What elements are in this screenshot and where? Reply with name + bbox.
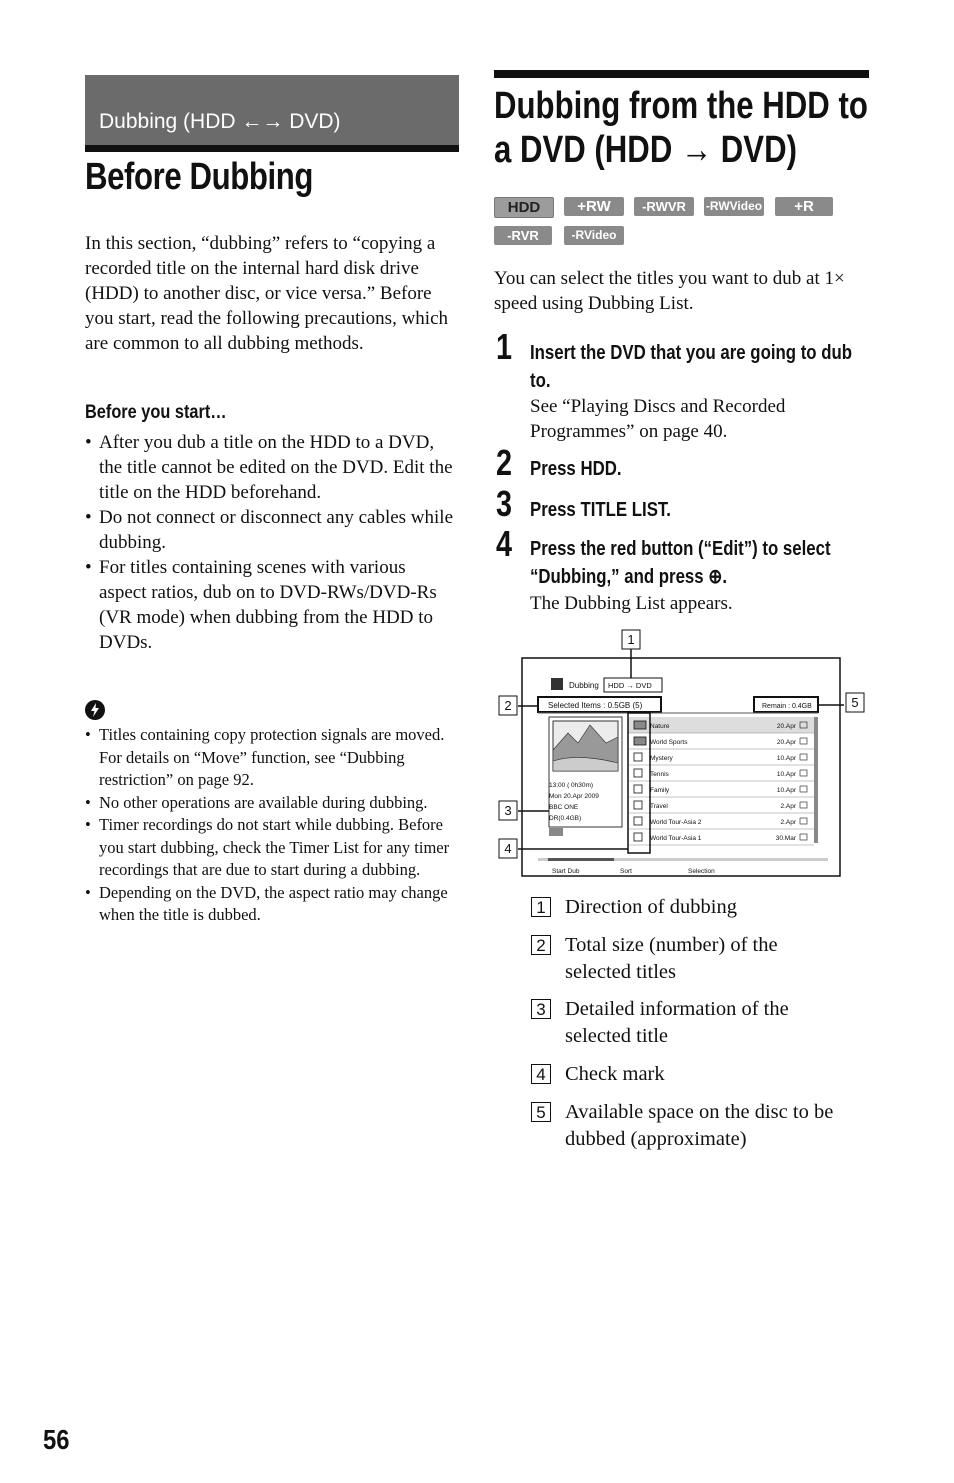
check-mark-icon xyxy=(634,785,642,793)
note-item: • No other operations are available during dubbing. xyxy=(85,792,455,815)
before-you-start-heading: Before you start… xyxy=(85,402,227,423)
badge-minus-rw-vr: -RWVR xyxy=(634,197,694,216)
precaution-item: • After you dub a title on the HDD to a DVD, the title cannot be edited on the DVD. Edit the title on the HDD beforehand. xyxy=(85,430,457,505)
precaution-list xyxy=(85,430,457,655)
section-header-label: Dubbing (HDD ←→ DVD) xyxy=(99,110,341,133)
info-time: 13:00 ( 0h30m) xyxy=(549,782,594,789)
screen-selected-items: Selected Items : 0.5GB (5) xyxy=(548,701,643,710)
step-instruction: Press TITLE LIST. xyxy=(530,499,671,521)
check-mark-icon xyxy=(634,833,642,841)
right-intro: You can select the titles you want to dub at 1× speed using Dubbing List. xyxy=(494,268,845,314)
row-title: World Tour-Asia 2 xyxy=(650,819,702,826)
step-number: 2 xyxy=(496,442,513,483)
precaution-item: • Do not connect or disconnect any cables while dubbing. xyxy=(85,505,457,555)
step-detail: See “Playing Discs and Recorded Programmes” on page 40. xyxy=(530,396,786,442)
screen-title-row[interactable] xyxy=(628,717,814,733)
notes-list xyxy=(85,724,455,927)
title-line-1: Dubbing from the HDD to xyxy=(494,85,868,127)
screen-header: Dubbing xyxy=(569,681,599,690)
page-number: 56 xyxy=(43,1424,70,1455)
callout-2: 2 xyxy=(504,698,512,713)
screen-legend xyxy=(531,894,871,1164)
callout-1: 1 xyxy=(627,632,635,647)
legend-text: Check mark xyxy=(565,1063,665,1085)
page-title-hdd-to-dvd xyxy=(494,84,871,172)
badge-plus-rw: +RW xyxy=(564,197,624,216)
footer-selection: Selection xyxy=(688,868,715,875)
screen-remain: Remain : 0.4GB xyxy=(762,703,812,710)
row-date: 2.Apr xyxy=(780,819,796,826)
badge-minus-r-vr: -RVR xyxy=(494,226,552,245)
row-title: Tennis xyxy=(650,771,669,778)
step-detail: The Dubbing List appears. xyxy=(530,593,733,614)
legend-number: 2 xyxy=(531,935,551,955)
row-date: 20.Apr xyxy=(776,723,796,730)
badge-plus-r: +R xyxy=(775,197,833,216)
info-date: Mon 20.Apr 2009 xyxy=(549,793,599,800)
check-mark-icon xyxy=(634,817,642,825)
row-date: 2.Apr xyxy=(780,803,796,810)
legend-number: 5 xyxy=(531,1102,551,1122)
row-title: World Sports xyxy=(650,739,688,746)
media-badges xyxy=(494,197,874,249)
legend-number: 3 xyxy=(531,999,551,1019)
note-icon xyxy=(85,700,105,720)
row-date: 30.Mar xyxy=(775,835,796,842)
step-number: 1 xyxy=(496,326,513,367)
legend-number: 1 xyxy=(531,897,551,917)
step-instruction: Press the red button (“Edit”) to select “Dubbing,” and press ⊕. xyxy=(530,538,831,588)
screen-direction: HDD → DVD xyxy=(608,681,652,690)
badge-minus-rw-video: -RWVideo xyxy=(704,197,764,216)
page-title-before-dubbing: Before Dubbing xyxy=(85,156,313,198)
badge-hdd: HDD xyxy=(494,197,554,218)
step-instruction: Press HDD. xyxy=(530,458,622,480)
step-instruction: Insert the DVD that you are going to dub to. xyxy=(530,342,853,392)
row-title: Family xyxy=(650,787,670,794)
row-date: 10.Apr xyxy=(776,771,796,778)
section-header-rule xyxy=(85,145,459,152)
row-title: World Tour-Asia 1 xyxy=(650,835,702,842)
note-item: • Titles containing copy protection signals are moved. For details on “Move” function, see “Dubbing restriction” on page 92. xyxy=(85,724,455,792)
row-title: Nature xyxy=(650,723,670,730)
row-title: Travel xyxy=(650,803,668,810)
precaution-item: • For titles containing scenes with various aspect ratios, dub on to DVD-RWs/DVD-Rs (VR mode) when dubbing from the HDD to DVDs. xyxy=(85,555,457,655)
legend-number: 4 xyxy=(531,1064,551,1084)
dubbing-list-screen xyxy=(498,625,870,877)
callout-4: 4 xyxy=(504,841,512,856)
legend-text: Detailed information of the selected title xyxy=(565,998,789,1047)
title-line-2: a DVD (HDD → DVD) xyxy=(494,129,797,171)
legend-text: Total size (number) of the selected titles xyxy=(565,934,778,983)
row-date: 10.Apr xyxy=(776,755,796,762)
lock-icon xyxy=(634,753,642,761)
check-mark-icon xyxy=(634,801,642,809)
new-badge-icon xyxy=(634,737,646,745)
step-number: 4 xyxy=(496,523,513,564)
right-title-rule xyxy=(494,70,869,78)
new-badge-icon xyxy=(634,721,646,729)
badge-minus-r-video: -RVideo xyxy=(564,226,624,245)
callout-5: 5 xyxy=(851,695,859,710)
row-date: 20.Apr xyxy=(776,739,796,746)
info-channel: BBC ONE xyxy=(549,804,579,811)
film-icon xyxy=(551,678,563,690)
note-item: • Depending on the DVD, the aspect ratio may change when the title is dubbed. xyxy=(85,882,455,927)
check-mark-icon xyxy=(634,769,642,777)
legend-text: Direction of dubbing xyxy=(565,896,737,918)
info-mode: DR(0.4GB) xyxy=(549,815,582,822)
footer-sort: Sort xyxy=(620,868,632,875)
row-date: 10.Apr xyxy=(776,787,796,794)
row-title: Mystery xyxy=(650,755,673,762)
note-item: • Timer recordings do not start while dubbing. Before you start dubbing, check the Timer List for any timer recordings that are due to start during a dubbing. xyxy=(85,814,455,882)
footer-start-dub: Start Dub xyxy=(552,868,580,875)
legend-text: Available space on the disc to be dubbed (approximate) xyxy=(565,1101,834,1150)
step-number: 3 xyxy=(496,483,513,524)
intro-paragraph: In this section, “dubbing” refers to “copying a recorded title on the internal hard disk drive (HDD) to another disc, or vice versa.” Before you start, read the following precautions, which are common to all dubbing methods. xyxy=(85,233,449,354)
callout-3: 3 xyxy=(504,803,512,818)
